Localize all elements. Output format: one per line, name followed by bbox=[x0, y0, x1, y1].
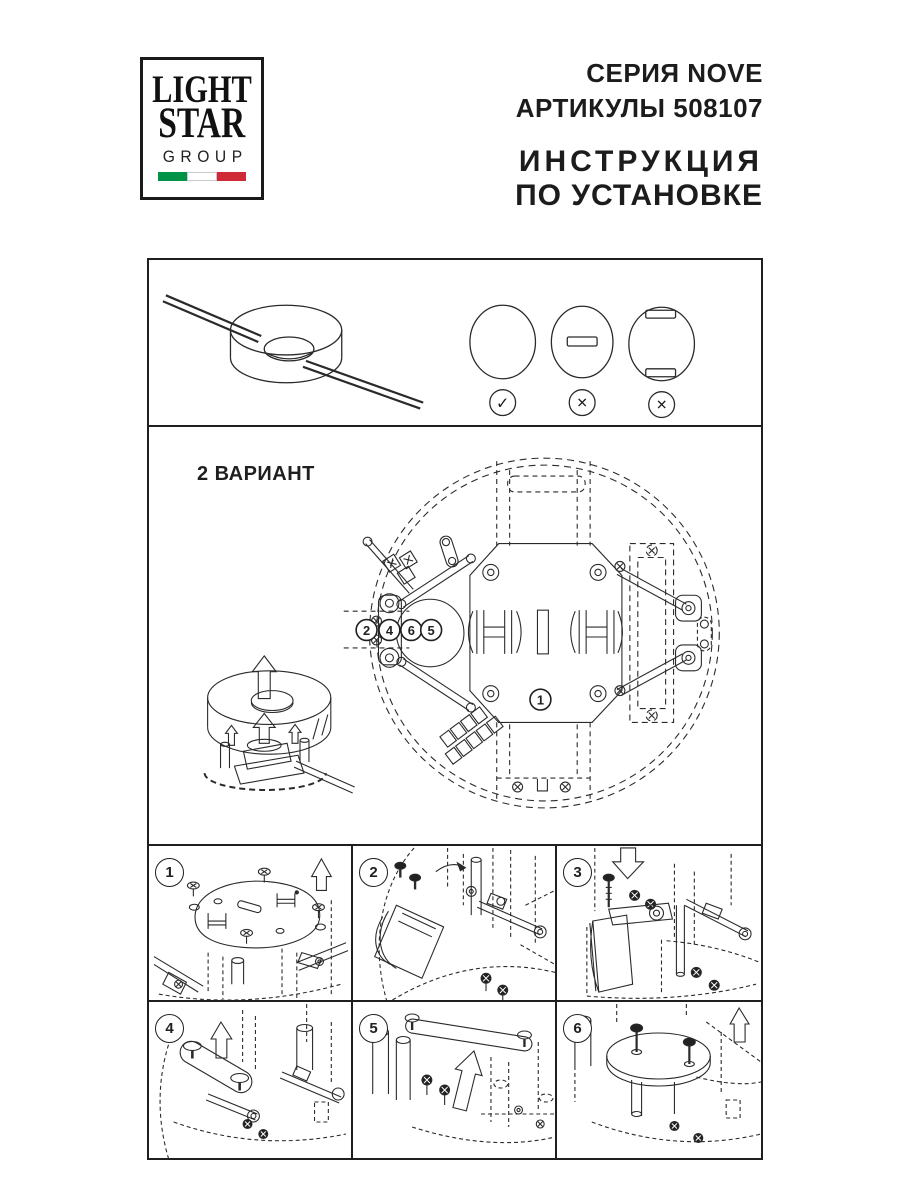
article-number: АРТИКУЛЫ 508107 bbox=[515, 93, 763, 123]
flag-green bbox=[158, 172, 187, 181]
orientation-panel bbox=[147, 258, 763, 427]
svg-text:1: 1 bbox=[536, 692, 545, 708]
flag-white bbox=[187, 172, 216, 181]
logo-line-light: LIGHT bbox=[152, 68, 252, 111]
orientation-option-two-slots bbox=[629, 307, 695, 381]
orientation-option-center-slot bbox=[551, 306, 613, 378]
callout-6 bbox=[401, 620, 422, 641]
exploded-view bbox=[205, 656, 355, 793]
fixture-torus-icon bbox=[230, 305, 341, 382]
cable-icon bbox=[163, 295, 423, 408]
title-line-1: ИНСТРУКЦИЯ bbox=[518, 145, 763, 178]
logo-line-star: STAR bbox=[158, 99, 246, 147]
step-number-badge: 4 bbox=[155, 1014, 184, 1043]
variant-2-diagram bbox=[149, 427, 761, 844]
callout-4 bbox=[379, 620, 400, 641]
cross-icon: ✕ bbox=[576, 395, 588, 412]
step-panel-6 bbox=[557, 1002, 761, 1158]
callout-1 bbox=[530, 689, 551, 710]
step-number-badge: 2 bbox=[359, 858, 388, 887]
step-number-badge: 1 bbox=[155, 858, 184, 887]
screw-icon bbox=[603, 874, 614, 907]
screw-icon bbox=[395, 862, 421, 889]
band-bottom-screws bbox=[513, 779, 571, 792]
step-number-badge: 6 bbox=[563, 1014, 592, 1043]
right-bracket bbox=[615, 544, 711, 723]
svg-text:5: 5 bbox=[427, 623, 435, 639]
step-panel-4 bbox=[149, 1002, 353, 1158]
step-panel-2 bbox=[353, 846, 557, 1002]
orientation-drawing bbox=[149, 260, 761, 425]
callout-5 bbox=[421, 620, 442, 641]
step-panel-5 bbox=[353, 1002, 557, 1158]
center-band bbox=[497, 461, 590, 802]
orientation-option-plain bbox=[470, 305, 536, 379]
check-icon: ✓ bbox=[496, 393, 510, 413]
svg-text:4: 4 bbox=[385, 623, 394, 639]
svg-text:6: 6 bbox=[407, 623, 415, 639]
logo-line-group: GROUP bbox=[162, 147, 248, 167]
step-panel-1 bbox=[149, 846, 353, 1002]
document-title bbox=[515, 56, 763, 213]
step-number-badge: 3 bbox=[563, 858, 592, 887]
screw-icon bbox=[631, 1024, 696, 1067]
variant-label: 2 ВАРИАНТ bbox=[197, 463, 315, 485]
screw-icon bbox=[187, 868, 324, 944]
steps-grid bbox=[147, 844, 763, 1160]
italy-flag bbox=[158, 172, 246, 181]
step-number-badge: 5 bbox=[359, 1014, 388, 1043]
title-line-2: ПО УСТАНОВКЕ bbox=[515, 179, 763, 212]
series-title: СЕРИЯ NOVE bbox=[586, 58, 763, 88]
step-panel-3 bbox=[557, 846, 761, 1002]
variant-2-panel bbox=[147, 425, 763, 846]
content-frame bbox=[147, 258, 763, 1160]
lightstar-logo bbox=[140, 57, 264, 200]
svg-text:2: 2 bbox=[362, 623, 371, 639]
callout-2 bbox=[356, 620, 377, 641]
flag-red bbox=[217, 172, 246, 181]
cross-icon: ✕ bbox=[655, 397, 668, 414]
